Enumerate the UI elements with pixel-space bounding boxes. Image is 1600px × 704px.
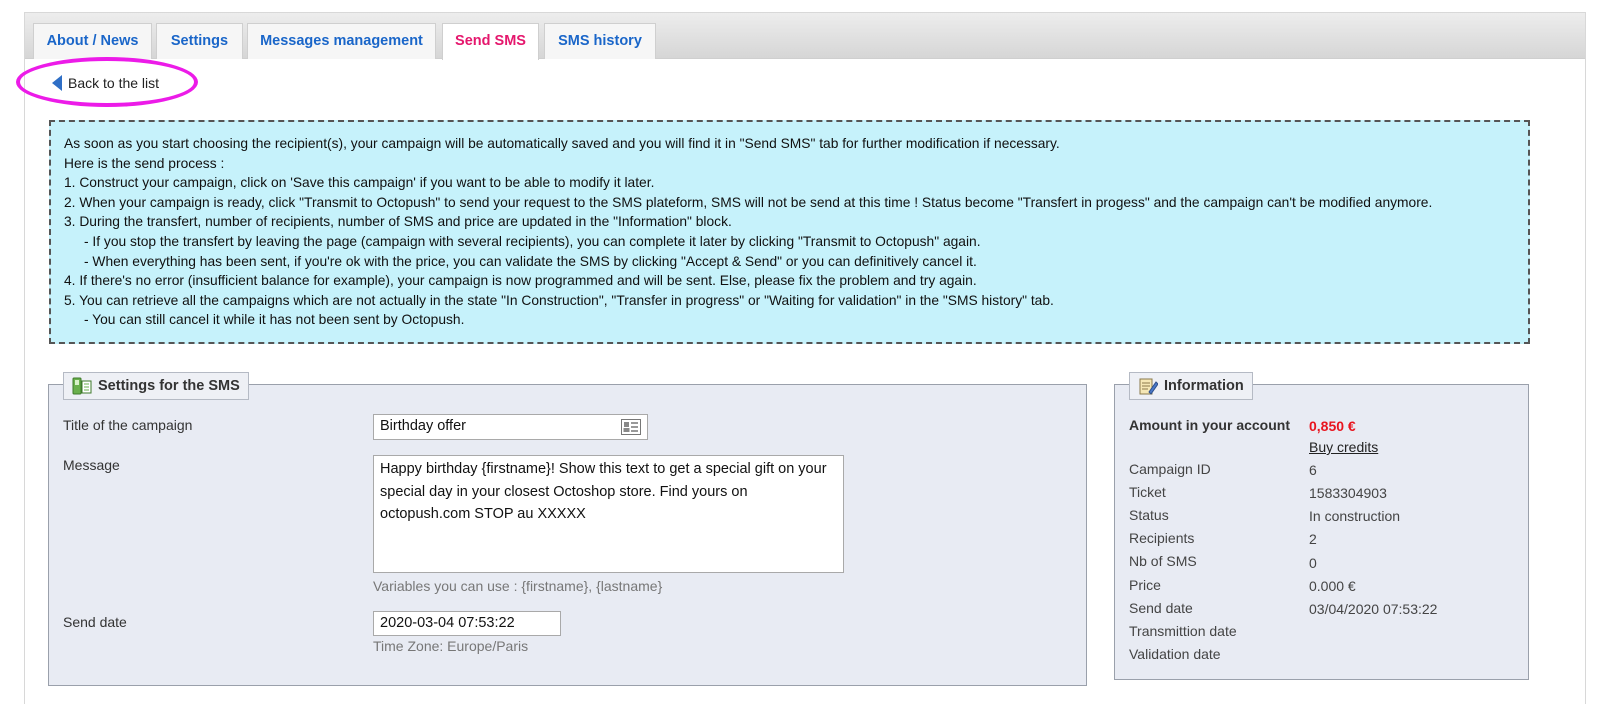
settings-panel-title: [63, 372, 249, 400]
information-panel: [1114, 378, 1529, 680]
info-row-label: Transmittion date: [1129, 623, 1237, 639]
message-label: Message: [63, 457, 120, 473]
tab-messages-management[interactable]: Messages management: [247, 23, 436, 59]
info-line: 1. Construct your campaign, click on 'Save this campaign' if you want to be able to modify it later.: [64, 175, 655, 191]
back-to-list-label: Back to the list: [68, 75, 160, 91]
info-row-label: Price: [1129, 577, 1161, 593]
info-row-label: Recipients: [1129, 530, 1195, 546]
tab-sms-history[interactable]: SMS history: [544, 23, 656, 59]
variables-hint: Variables you can use : {firstname}, {lastname}: [373, 578, 663, 594]
info-row-label: Status: [1129, 507, 1169, 523]
back-arrow-icon: [52, 75, 62, 91]
status-value: In construction: [1309, 508, 1401, 524]
campaign-title-value: Birthday offer: [380, 418, 466, 434]
sms-settings-icon: [72, 377, 92, 395]
tab-send-sms[interactable]: Send SMS: [442, 23, 539, 60]
info-row-label: Campaign ID: [1129, 461, 1211, 477]
info-line: 5. You can retrieve all the campaigns which are not actually in the state "In Construction", "Transfer in progress" or "Waiting for validation" in the "SMS history" tab.: [64, 292, 1054, 308]
information-panel-title: [1129, 372, 1253, 400]
tab-settings[interactable]: Settings: [156, 23, 243, 59]
info-row-label: Validation date: [1129, 646, 1221, 662]
buy-credits-link[interactable]: Buy credits: [1309, 439, 1379, 455]
info-line: As soon as you start choosing the recipient(s), your campaign will be automatically saved and you will find it in "Send SMS" tab for further modification if necessary.: [64, 136, 1060, 151]
settings-panel-title-text: Settings for the SMS: [98, 378, 240, 394]
send-date-label: Send date: [63, 614, 127, 630]
campaign-id-value: 6: [1309, 462, 1317, 478]
timezone-hint: Time Zone: Europe/Paris: [373, 638, 529, 654]
back-to-list-link[interactable]: [52, 72, 159, 94]
info-line: 4. If there's no error (insufficient balance for example), your campaign is now programmed and will be sent. Else, please fix the problem and try again.: [64, 273, 977, 289]
nb-sms-value: 0: [1309, 555, 1317, 571]
message-textarea[interactable]: Happy birthday {firstname}! Show this text to get a special gift on your special day in your closest Octoshop store. Find yours on octopush.com STOP au XXXXX: [373, 455, 844, 573]
contact-card-icon[interactable]: [621, 419, 641, 435]
info-line: - If you stop the transfert by leaving the page (campaign with several recipients), you can complete it later by clicking "Transmit to Octopush" again.: [84, 233, 981, 249]
info-line: Here is the send process :: [64, 155, 225, 171]
tab-bar: [25, 13, 1585, 59]
amount-label: Amount in your account: [1129, 417, 1290, 433]
information-panel-title-text: Information: [1164, 378, 1244, 394]
info-row-label: Ticket: [1129, 484, 1166, 500]
settings-panel: [48, 378, 1087, 686]
notepad-edit-icon: [1138, 377, 1158, 395]
info-line: 3. During the transfert, number of recipients, number of SMS and price are updated in the "Information" block.: [64, 214, 732, 230]
campaign-title-input[interactable]: [373, 414, 648, 440]
info-row-label: Send date: [1129, 600, 1193, 616]
info-line: - You can still cancel it while it has not been sent by Octopush.: [84, 312, 465, 328]
info-row-label: Nb of SMS: [1129, 553, 1197, 569]
info-line: 2. When your campaign is ready, click "Transmit to Octopush" to send your request to the SMS plateform, SMS will not be send at this time ! Status become "Transfert in progess" and the campaign can't be modified anymore.: [64, 194, 1433, 210]
info-line: - When everything has been sent, if you're ok with the price, you can validate the SMS by clicking "Accept & Send" or you can definitively cancel it.: [84, 253, 977, 269]
ticket-value: 1583304903: [1309, 485, 1387, 501]
amount-value: 0,850 €: [1309, 418, 1356, 434]
campaign-title-label: Title of the campaign: [63, 417, 193, 433]
send-date-value: 03/04/2020 07:53:22: [1309, 601, 1438, 617]
price-value: 0.000 €: [1309, 578, 1356, 594]
send-date-input[interactable]: 2020-03-04 07:53:22: [373, 611, 561, 636]
send-process-info-box: [49, 120, 1530, 344]
recipients-value: 2: [1309, 531, 1317, 547]
tab-about-news[interactable]: About / News: [33, 23, 152, 59]
